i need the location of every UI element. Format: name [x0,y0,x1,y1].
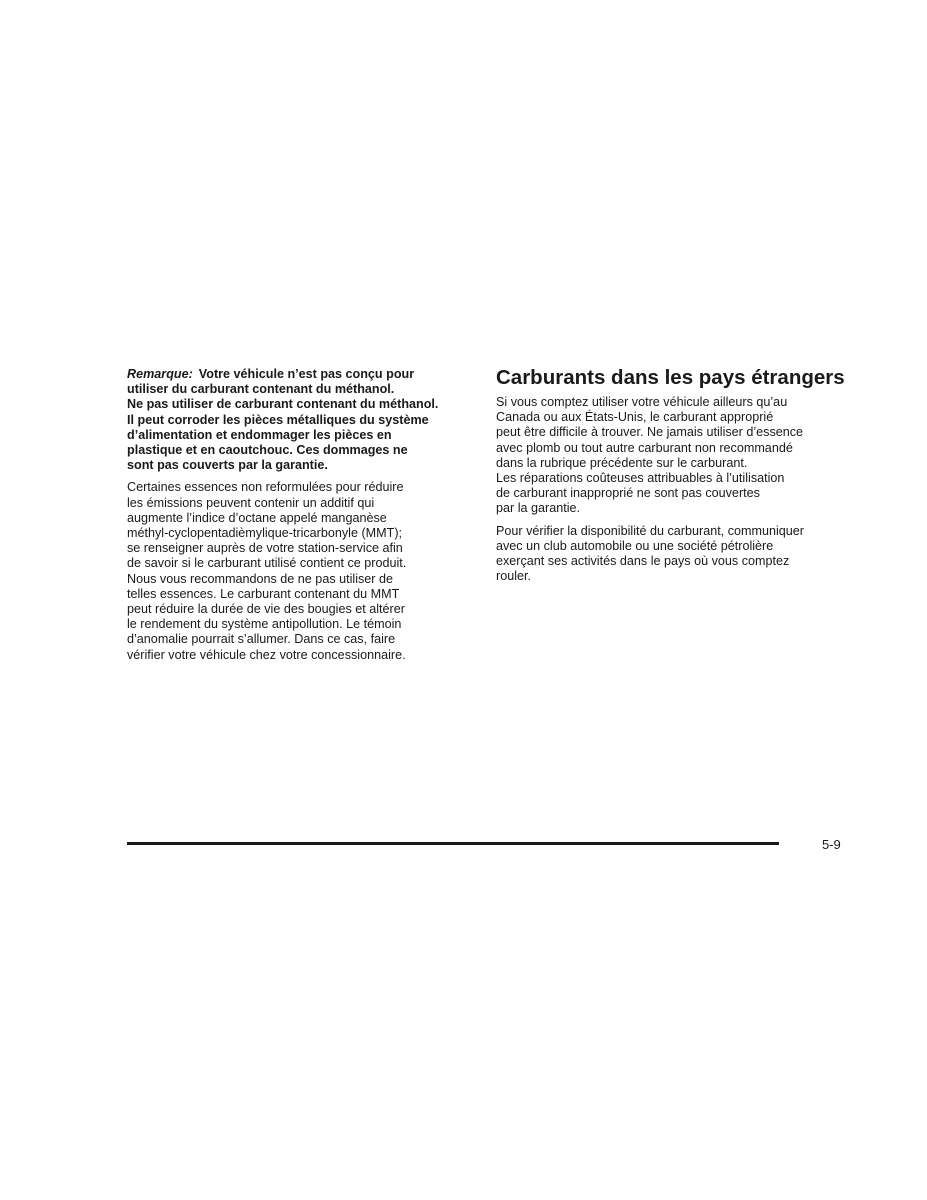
note-label: Remarque: [127,367,193,381]
paragraph-line: de savoir si le carburant utilisé contient ce produit. [127,556,407,571]
section-heading: Carburants dans les pays étrangers [496,366,845,389]
paragraph-line: Nous vous recommandons de ne pas utiliser de [127,571,394,586]
paragraph-line: se renseigner auprès de votre station-service afin [127,541,403,556]
right-column [496,366,846,591]
note-line: plastique et en caoutchouc. Ces dommages ne [127,443,408,458]
note-line: utiliser du carburant contenant du méthanol. [127,382,395,397]
paragraph-line: méthyl-cyclopentadièmylique-tricarbonyle (MMT); [127,526,403,541]
page-number: 5-9 [822,837,841,852]
note-line: d’alimentation et endommager les pièces en [127,427,392,442]
note-line: Ne pas utiliser de carburant contenant du méthanol. [127,397,439,412]
paragraph-line: avec un club automobile ou une société pétrolière [496,538,774,553]
left-column [127,367,477,670]
paragraph-line: rouler. [496,569,532,584]
paragraph-line: augmente l’indice d’octane appelé manganèse [127,510,387,525]
paragraph-line: Si vous comptez utiliser votre véhicule ailleurs qu’au [496,395,788,409]
paragraph-line: Certaines essences non reformulées pour réduire [127,480,404,495]
paragraph-line: le rendement du système antipollution. Le témoin [127,617,402,632]
paragraph-line: avec plomb ou tout autre carburant non recommandé [496,440,793,455]
paragraph-line: exerçant ses activités dans le pays où vous comptez [496,554,790,569]
note-line [127,367,477,382]
paragraph-line: Pour vérifier la disponibilité du carburant, communiquer [496,523,804,538]
foreign-fuel-paragraph [496,395,846,517]
methanol-warning-note [127,367,477,473]
paragraph-line: dans la rubrique précédente sur le carburant. [496,455,748,470]
paragraph-line: d’anomalie pourrait s’allumer. Dans ce cas, faire [127,632,396,647]
fuel-availability-paragraph [496,524,846,585]
paragraph-line: peut réduire la durée de vie des bougies et altérer [127,602,405,617]
paragraph-line: Les réparations coûteuses attribuables à l’utilisation [496,471,785,486]
paragraph-line: vérifier votre véhicule chez votre concessionnaire. [127,647,406,662]
paragraph-line: de carburant inapproprié ne sont pas couvertes [496,486,760,501]
paragraph-line: telles essences. Le carburant contenant du MMT [127,586,400,601]
note-line: Il peut corroder les pièces métalliques du système [127,412,429,427]
footer-rule [127,842,779,845]
note-line-text: Votre véhicule n’est pas conçu pour [198,367,415,381]
note-line: sont pas couverts par la garantie. [127,458,328,473]
paragraph-line: Canada ou aux États-Unis, le carburant approprié [496,410,774,425]
mmt-paragraph [127,480,477,662]
paragraph-line: les émissions peuvent contenir un additif qui [127,495,375,510]
paragraph-line: par la garantie. [496,501,581,516]
paragraph-line: peut être difficile à trouver. Ne jamais utiliser d’essence [496,425,804,440]
